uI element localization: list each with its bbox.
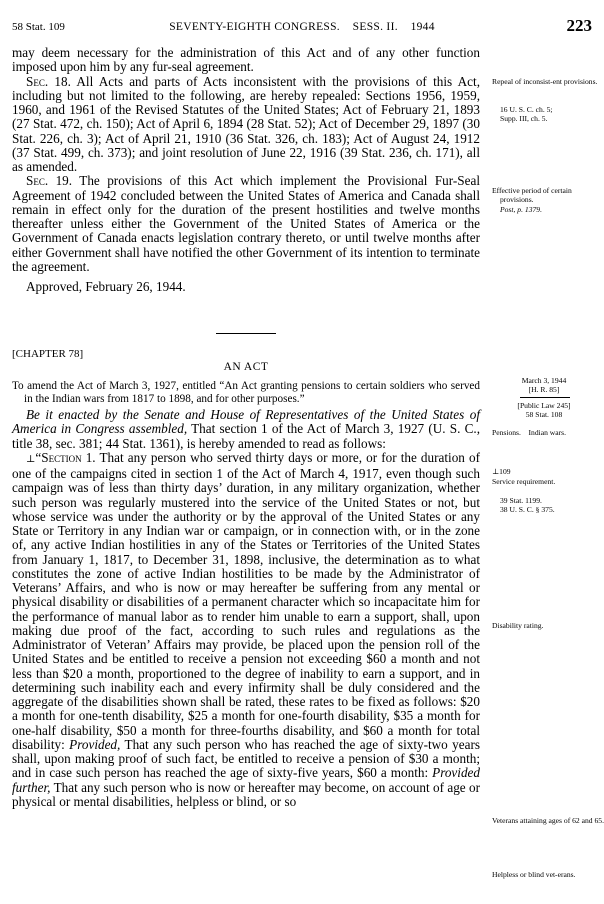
section-18-label: Sec. 18. — [26, 73, 71, 89]
note-effective-cite: Post, p. 1379. — [500, 205, 542, 214]
an-act-heading: AN ACT — [223, 361, 269, 373]
note-service-cite-1: 39 Stat. 1199. — [500, 496, 542, 505]
act-title-text: To amend the Act of March 3, 1927, entitled “An Act granting pensions to certain soldiers who served in the Indian wars from 1817 to 1898, and for other purposes.” — [12, 380, 480, 405]
section-1-text-b: That any such person who has reached the age of sixty-two years shall, upon making proof of such fact, be entitled to receive a pension of $30 a month; and in case such person has reached the age of sixty-five years, $60 a month: — [12, 736, 480, 781]
lower-text-block — [12, 408, 480, 809]
section-18-paragraph — [12, 75, 480, 175]
upper-text-block — [12, 46, 480, 294]
note-pensions: Pensions. Indian wars. — [492, 428, 567, 437]
provided-italic: Provided, — [69, 736, 121, 752]
page-number: 223 — [566, 16, 592, 35]
note-helpless-blind: Helpless or blind vet-erans. — [492, 870, 576, 879]
page-marker: ⊥ — [26, 453, 36, 465]
note-effective-period: Effective period of certain provisions. — [492, 186, 572, 204]
section-1-text-c: That any such person who is now or hereafter may become, on account of age or physical or mental disabilities, helpless or blind, or so — [12, 779, 480, 809]
approved-line: Approved, February 26, 1944. — [26, 279, 186, 294]
note-date: March 3, 1944 — [521, 376, 567, 385]
chapter-heading: [CHAPTER 78] — [12, 348, 84, 360]
note-public-law — [492, 401, 596, 419]
section-19-label: Sec. 19. — [26, 173, 73, 189]
note-service-requirement: Service requirement. — [492, 477, 556, 486]
separator-rule — [216, 333, 276, 334]
header-stat-cite: 58 Stat. 109 — [12, 21, 65, 33]
section-19-paragraph — [12, 174, 480, 274]
enacting-rest: That section 1 of the Act of March 3, 1927 (U. S. C., title 38, sec. 381; 44 Stat. 1361), is hereby amended to read as follows: — [12, 421, 480, 451]
header-congress-session: SEVENTY-EIGHTH CONGRESS. SESS. II. 1944 — [169, 21, 435, 33]
note-act-date — [492, 376, 596, 394]
note-repeal: Repeal of inconsist-ent provisions. — [492, 77, 598, 86]
provided-further-italic: Provided further, — [12, 765, 480, 795]
note-repeal-cite-2: Supp. III, ch. 5. — [500, 114, 548, 123]
running-header — [12, 18, 592, 40]
enacting-clause — [12, 408, 480, 451]
note-veterans-ages: Veterans attaining ages of 62 and 65. — [492, 816, 604, 825]
note-service-cite-2: 38 U. S. C. § 375. — [500, 505, 555, 514]
note-page-marker: ⊥109 — [492, 467, 511, 476]
enacting-italic: Be it enacted by the Senate and House of Representatives of the United States of America in Congress assembled, — [12, 407, 480, 437]
section-1-text-a: That any person who served thirty days or more, or for the duration of one of the campaigns cited in section 1 of the Act of March 4, 1917, even though such campaign was of less than thirty days’ duration, in any military organization, whether such person was regularly mustered into the service of the United States or not, but whose service was under the authority or by the approval of the United States or any State or Territory in any Indian war or campaign, or in connection with, or in the zone of, any active Indian hostilities in any of the States or Territories of the United States from January 1, 1817, to December 31, 1898, inclusive, the determination as to what constitutes the zone of active Indian hostilities to be made by the Administrator of Veterans’ Affairs, and who is now or may hereafter be suffering from any mental or physical disability or disabilities of a permanent character which so incapacitate him for the performance of manual labor as to render him unable to earn a support, shall, upon making due proof of the fact, according to such rules and regulations as the Administrator of Veteran’ Affairs may provide, be placed upon the pension roll of the United States and be entitled to receive a pension not exceeding $60 a month and not less than $20 a month, proportioned to the degree of inability to earn a support, and in determining such inability each and every infirmity shall be duly considered and the aggregate of the disabilities shown shall be rated, these rates to be fixed as follows: $20 a month for one-tenth disability, $25 a month for one-fourth disability, $35 a month for one-half disability, $50 a month for three-fourths disability, and $60 a month for total disability: — [12, 449, 480, 752]
section-1-label: “Section 1. — [35, 449, 96, 465]
section-19-text: The provisions of this Act which implement the Provisional Fur-Seal Agreement of 1942 concluded between the United States of America and Canada shall remain in effect only for the duration of the present hostilities and twelve months thereafter unless either the Government of the United States of America or the Government of Canada enacts legislation contrary thereto, or until twelve months after either Government shall have notified the other Government of its intention to terminate the agreement. — [12, 173, 480, 274]
note-service-cites — [492, 496, 604, 514]
section-18-text: All Acts and parts of Acts inconsistent with the provisions of this Act, including but not limited to the following, are hereby repealed: Sections 1956, 1959, 1960, and 1961 of the Revised Statutes of the United States; Act of February 21, 1893 (27 Stat. 472, ch. 150); Act of April 6, 1894 (28 Stat. 52); Act of December 29, 1897 (30 Stat. 226, ch. 3); Act of April 21, 1910 (36 Stat. 326, ch. 183); Act of August 24, 1912 (37 Stat. 499, ch. 373); and joint resolution of June 22, 1916 (39 Stat. 236, ch. 171), all as amended. — [12, 73, 480, 174]
note-rule — [520, 397, 570, 398]
section-1-paragraph — [12, 451, 480, 809]
note-public-law-number: [Public Law 245] — [517, 401, 571, 410]
continuation-paragraph: may deem necessary for the administration of this Act and of any other function imposed upon him by any fur-seal agreement. — [12, 45, 480, 75]
note-disability-rating: Disability rating. — [492, 621, 544, 630]
note-repeal-cite-1: 16 U. S. C. ch. 5; — [500, 105, 553, 114]
note-repeal-cites — [492, 105, 604, 123]
note-bill-number: [H. R. 85] — [528, 385, 560, 394]
act-title — [12, 380, 480, 406]
note-stat-cite: 58 Stat. 108 — [525, 410, 563, 419]
